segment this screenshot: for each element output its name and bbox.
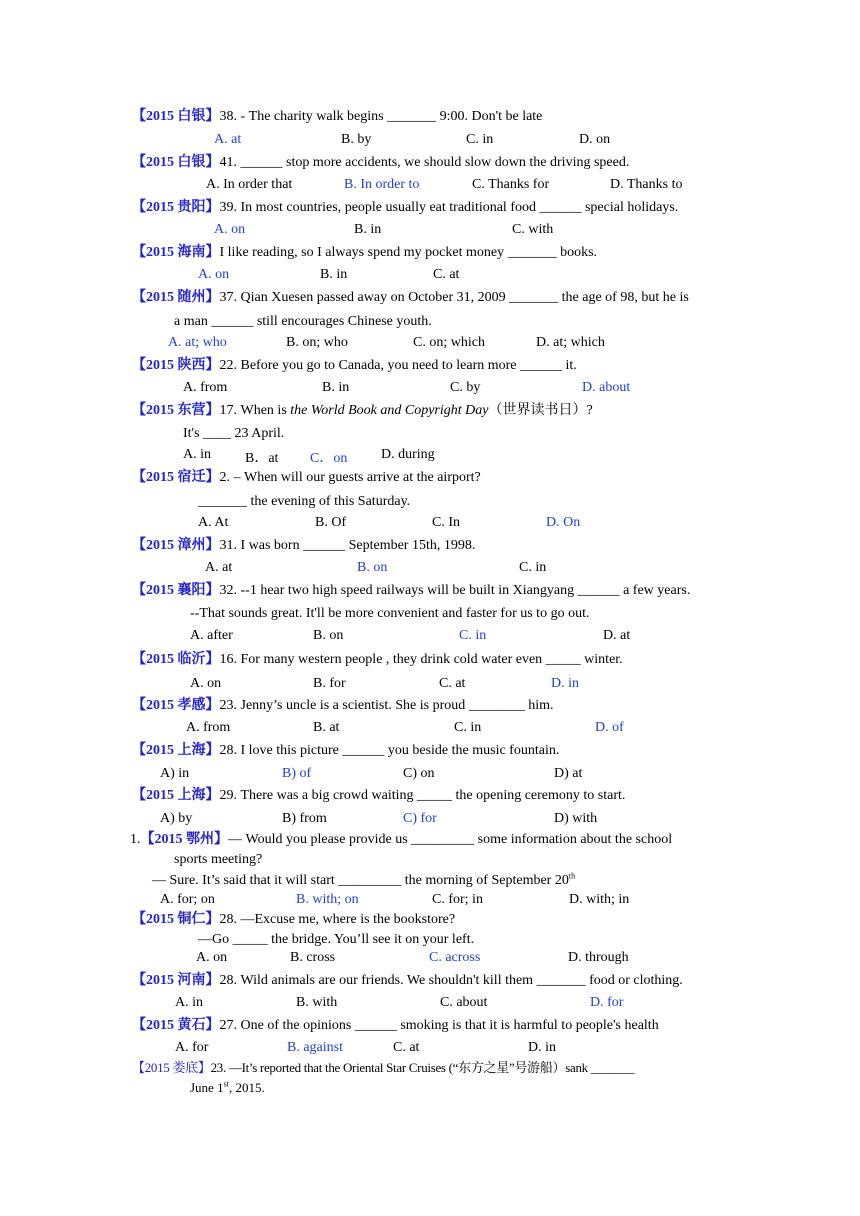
option-c: C. In bbox=[432, 515, 460, 530]
option-b: B. with; on bbox=[296, 892, 359, 907]
question-text: 22. Before you go to Canada, you need to learn more ______ it. bbox=[219, 358, 577, 373]
option-a: A. In order that bbox=[206, 177, 293, 192]
option-a: A. after bbox=[190, 628, 233, 643]
question-text: 28. —Excuse me, where is the bookstore? bbox=[219, 912, 456, 927]
question-text: June 1 bbox=[190, 1080, 224, 1095]
question-2 bbox=[132, 154, 629, 172]
option-d: D. about bbox=[582, 380, 631, 395]
question-tag: 【2015 铜仁】 bbox=[132, 912, 220, 927]
question-tag: 【2015 鄂州】 bbox=[140, 832, 228, 847]
question-text: 27. One of the opinions ______ smoking is that it is harmful to people's health bbox=[219, 1018, 659, 1033]
question-text-post: , 2015. bbox=[228, 1080, 265, 1095]
option-b: B. on bbox=[313, 628, 344, 643]
option-c: C. in bbox=[519, 560, 547, 575]
option-b: B. cross bbox=[290, 950, 336, 965]
option-a: A. from bbox=[183, 380, 228, 395]
question-tag: 【2015 临沂】 bbox=[132, 652, 220, 667]
option-d: D. with; in bbox=[569, 892, 630, 907]
option-a: A) in bbox=[160, 766, 190, 781]
question-tag: 【2015 漳州】 bbox=[132, 538, 220, 553]
option-b: B. on bbox=[357, 560, 388, 575]
option-a: A. At bbox=[198, 515, 229, 530]
question-5 bbox=[132, 289, 689, 307]
option-a: A. for bbox=[175, 1040, 209, 1055]
question-tag: 【2015 东营】 bbox=[132, 403, 220, 418]
option-d: D. in bbox=[528, 1040, 556, 1055]
question-4 bbox=[132, 244, 597, 262]
option-c: C. at bbox=[433, 267, 460, 282]
question-11 bbox=[132, 651, 623, 669]
option-c: C. with bbox=[512, 222, 554, 237]
question-8-continued: _______ the evening of this Saturday. bbox=[198, 494, 411, 509]
option-d: D. at bbox=[603, 628, 631, 643]
question-6 bbox=[132, 357, 577, 375]
option-a: A. at bbox=[214, 132, 242, 147]
question-text: 28. Wild animals are our friends. We shouldn't kill them _______ food or clothing. bbox=[219, 973, 683, 988]
question-text: — Sure. It’s said that it will start _________ the morning of September 20 bbox=[152, 873, 569, 888]
option-c: C. by bbox=[450, 380, 481, 395]
option-c: C) for bbox=[403, 811, 437, 826]
option-c: C. at bbox=[393, 1040, 420, 1055]
question-15 bbox=[130, 831, 672, 849]
question-tag: 【2015 襄阳】 bbox=[132, 583, 220, 598]
question-text-post: （世界读书日）? bbox=[488, 403, 593, 418]
question-tag: 【2015 海南】 bbox=[132, 245, 220, 260]
question-19-continued bbox=[190, 1079, 265, 1097]
question-tag: 【2015 陕西】 bbox=[132, 358, 220, 373]
question-1 bbox=[132, 108, 542, 126]
question-10 bbox=[132, 582, 690, 600]
option-c: C. at bbox=[439, 676, 466, 691]
option-a: A) by bbox=[160, 811, 193, 826]
option-c: C. in bbox=[466, 132, 494, 147]
option-b: B. Of bbox=[315, 515, 347, 530]
question-13 bbox=[132, 742, 559, 760]
option-b: B．at bbox=[245, 451, 279, 466]
option-c: C) on bbox=[403, 766, 435, 781]
question-text: 2. – When will our guests arrive at the airport? bbox=[219, 470, 481, 485]
option-c: C. for; in bbox=[432, 892, 483, 907]
option-a: A. on bbox=[190, 676, 222, 691]
question-text: 17. When is bbox=[219, 403, 291, 418]
question-text: 29. There was a big crowd waiting _____ the opening ceremony to start. bbox=[219, 788, 626, 803]
question-17 bbox=[132, 972, 683, 990]
option-b: B. at bbox=[313, 720, 340, 735]
question-text: 37. Qian Xuesen passed away on October 31, 2009 _______ the age of 98, but he is bbox=[219, 290, 689, 305]
option-b: B) from bbox=[282, 811, 327, 826]
question-text: 23. —It’s reported that the Oriental Star Cruises (“东方之星”号游船）sank _______ bbox=[210, 1060, 635, 1075]
option-b: B. against bbox=[287, 1040, 343, 1055]
option-a: A. on bbox=[198, 267, 230, 282]
option-b: B. with bbox=[296, 995, 338, 1010]
question-text: 28. I love this picture ______ you beside the music fountain. bbox=[219, 743, 560, 758]
question-text: 32. --1 hear two high speed railways will be built in Xiangyang ______ a few years. bbox=[219, 583, 691, 598]
question-text: 16. For many western people , they drink cold water even _____ winter. bbox=[219, 652, 623, 667]
question-tag: 【2015 娄底】 bbox=[132, 1060, 211, 1075]
option-a: A. from bbox=[186, 720, 231, 735]
option-a: A. at; who bbox=[168, 335, 227, 350]
question-15-answer-line bbox=[152, 872, 575, 890]
question-tag: 【2015 孝感】 bbox=[132, 698, 220, 713]
option-b: B. in bbox=[320, 267, 348, 282]
question-tag: 【2015 上海】 bbox=[132, 788, 220, 803]
option-c: C. on; which bbox=[413, 335, 485, 350]
option-d: D. in bbox=[551, 676, 579, 691]
question-19 bbox=[132, 1059, 634, 1077]
question-text: I like reading, so I always spend my pocket money _______ books. bbox=[219, 245, 598, 260]
question-3 bbox=[132, 199, 678, 217]
option-a: A. at bbox=[205, 560, 233, 575]
question-5-continued: a man ______ still encourages Chinese youth. bbox=[174, 314, 432, 329]
option-a: A. in bbox=[175, 995, 203, 1010]
question-9 bbox=[132, 537, 475, 555]
question-10-continued: --That sounds great. It'll be more convenient and faster for us to go out. bbox=[190, 606, 590, 621]
option-d: D. Thanks to bbox=[610, 177, 683, 192]
option-b: B. on; who bbox=[286, 335, 348, 350]
option-b: B. by bbox=[341, 132, 372, 147]
question-tag: 【2015 上海】 bbox=[132, 743, 220, 758]
question-14 bbox=[132, 787, 625, 805]
option-d: D) at bbox=[554, 766, 583, 781]
question-text: 41. ______ stop more accidents, we should slow down the driving speed. bbox=[219, 155, 630, 170]
question-7-continued: It's ____ 23 April. bbox=[183, 426, 285, 441]
question-tag: 【2015 随州】 bbox=[132, 290, 220, 305]
option-a: A. on bbox=[214, 222, 246, 237]
question-16 bbox=[132, 911, 455, 929]
option-a: A. in bbox=[183, 447, 211, 462]
option-c: C. Thanks for bbox=[472, 177, 550, 192]
question-tag: 【2015 贵阳】 bbox=[132, 200, 220, 215]
question-16-continued: —Go _____ the bridge. You’ll see it on your left. bbox=[198, 932, 475, 947]
option-b: B. In order to bbox=[344, 177, 420, 192]
option-b: B. in bbox=[354, 222, 382, 237]
option-d: D. On bbox=[546, 515, 581, 530]
option-b: B. for bbox=[313, 676, 346, 691]
question-18 bbox=[132, 1017, 659, 1035]
option-d: D. on bbox=[579, 132, 611, 147]
question-text: 23. Jenny’s uncle is a scientist. She is proud ________ him. bbox=[219, 698, 554, 713]
question-text: 31. I was born ______ September 15th, 1998. bbox=[219, 538, 476, 553]
option-a: A. for; on bbox=[160, 892, 215, 907]
option-b: B. in bbox=[322, 380, 350, 395]
question-7 bbox=[132, 402, 593, 420]
option-d: D. of bbox=[595, 720, 624, 735]
question-tag: 【2015 白银】 bbox=[132, 155, 220, 170]
question-text: 39. In most countries, people usually eat traditional food ______ special holidays. bbox=[219, 200, 679, 215]
option-c: C. in bbox=[459, 628, 487, 643]
question-tag: 【2015 黄石】 bbox=[132, 1018, 220, 1033]
superscript: th bbox=[568, 871, 576, 881]
question-tag: 【2015 宿迁】 bbox=[132, 470, 220, 485]
question-text: 38. - The charity walk begins _______ 9:00. Don't be late bbox=[219, 109, 543, 124]
question-12 bbox=[132, 697, 554, 715]
option-d: D. during bbox=[381, 447, 435, 462]
option-d: D. through bbox=[568, 950, 629, 965]
option-d: D. at; which bbox=[536, 335, 605, 350]
option-c: C．on bbox=[310, 451, 348, 466]
question-italic-text: the World Book and Copyright Day bbox=[290, 403, 489, 418]
superscript: st bbox=[223, 1079, 229, 1089]
option-c: C. in bbox=[454, 720, 482, 735]
question-tag: 【2015 河南】 bbox=[132, 973, 220, 988]
option-d: D) with bbox=[554, 811, 598, 826]
option-b: B) of bbox=[282, 766, 312, 781]
question-8 bbox=[132, 469, 481, 487]
question-15-continued: sports meeting? bbox=[174, 852, 263, 867]
question-text: — Would you please provide us _________ some information about the school bbox=[228, 832, 673, 847]
option-c: C. across bbox=[429, 950, 481, 965]
option-c: C. about bbox=[440, 995, 488, 1010]
question-tag: 【2015 白银】 bbox=[132, 109, 220, 124]
option-d: D. for bbox=[590, 995, 624, 1010]
option-a: A. on bbox=[196, 950, 228, 965]
question-number: 1. bbox=[130, 832, 141, 847]
